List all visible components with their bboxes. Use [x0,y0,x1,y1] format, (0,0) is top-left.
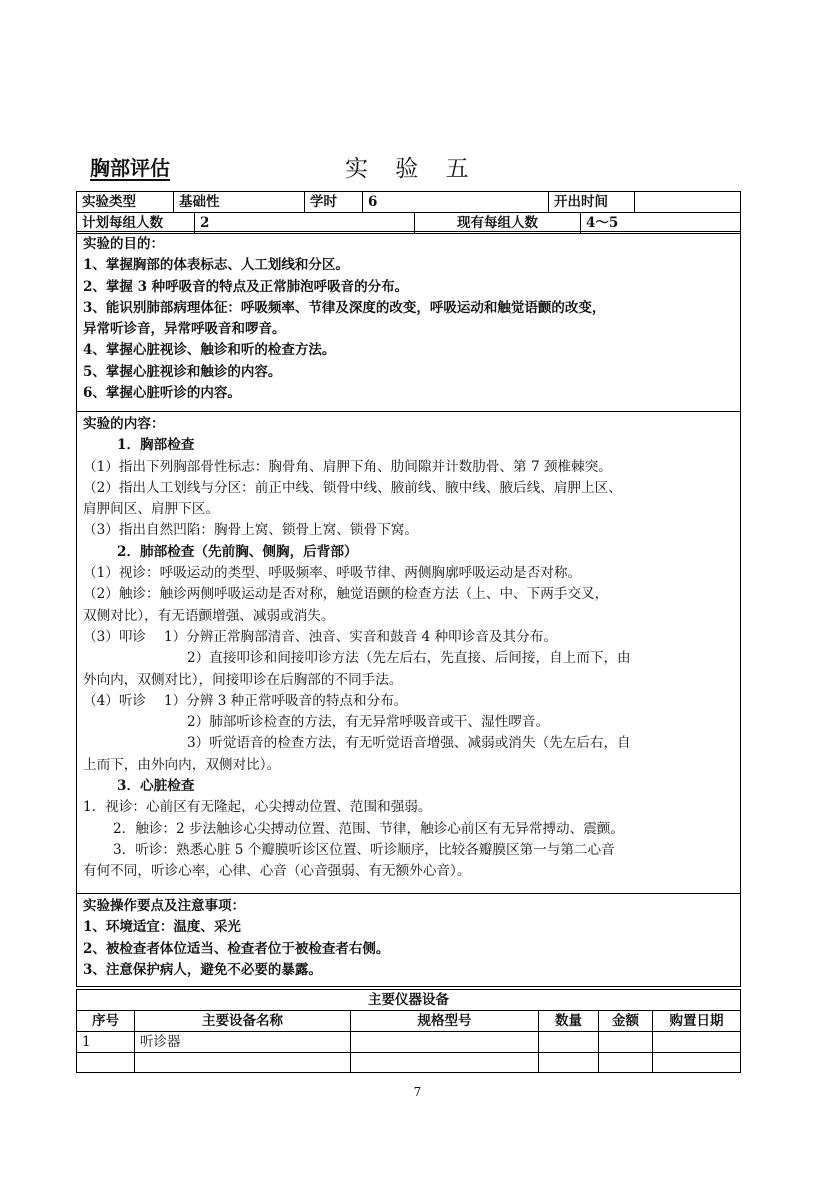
type-label: 实验类型 [77,192,174,213]
table-cell [351,1053,539,1073]
content-line: 外向内，双侧对比），间接叩诊在后胸部的不同手法。 [83,671,403,688]
equipment-title: 主要仪器设备 [77,990,741,1011]
col-header: 数量 [539,1011,599,1032]
table-cell [135,1053,351,1073]
col-header: 序号 [77,1011,135,1032]
content-line: （3）叩诊 1）分辨正常胸部清音、浊音、实音和鼓音 4 种叩诊音及其分布。 [83,628,557,645]
objective-line: 2、掌握 3 种呼吸音的特点及正常肺泡呼吸音的分布。 [83,278,409,295]
content-line: 3）听觉语音的检查方法，有无听觉语音增强、减弱或消失（先左后右，自 [187,735,631,752]
type-value: 基础性 [174,192,305,213]
content-line: （4）听诊 1）分辨 3 种正常呼吸音的特点和分布。 [83,692,408,709]
objective-line: 异常听诊音，异常呼吸音和啰音。 [83,321,286,338]
table-row [77,1053,741,1073]
content-line: （2）触诊：触诊两侧呼吸运动是否对称，触觉语颤的检查方法（上、中、下两手交叉， [83,586,609,603]
table-cell [599,1032,653,1053]
objective-line: 4、掌握心脏视诊、触诊和听的检查方法。 [83,342,336,359]
open-time-label: 开出时间 [549,192,635,213]
table-cell [653,1032,741,1053]
col-header: 主要设备名称 [135,1011,351,1032]
content-line: 3．听诊：熟悉心脏 5 个瓣膜听诊区位置、听诊顺序，比较各瓣膜区第一与第二心音 [113,841,615,858]
meta-row-1 [77,192,741,213]
content-line: 肩胛间区、肩胛下区。 [83,501,219,518]
meta-table [76,191,741,234]
page-number: 7 [413,1085,422,1099]
note-line: 1、环境适宜：温度、采光 [83,919,241,936]
content-heading: 实验的内容： [83,416,165,432]
table-cell [599,1053,653,1073]
objective-line: 3、能识别肺部病理体征：呼吸频率、节律及深度的改变，呼吸运动和触觉语颤的改变， [83,299,606,316]
objective-line: 6、掌握心脏听诊的内容。 [83,385,241,402]
content-line: （3）指出自然凹陷：胸骨上窝、锁骨上窝、锁骨下窝。 [83,522,418,539]
equipment-header-row [77,1011,741,1032]
main-blocks [76,231,741,987]
content-line: 双侧对比），有无语颤增强、减弱或消失。 [83,607,335,624]
content-section [77,412,741,894]
content-line: （1）视诊：呼吸运动的类型、呼吸频率、呼吸节律、两侧胸廓呼吸运动是否对称。 [83,565,582,582]
notes-heading: 实验操作要点及注意事项： [83,898,245,914]
doc-title: 胸部评估 [90,156,170,180]
planned-value: 2 [195,213,415,234]
col-header: 金额 [599,1011,653,1032]
objective-line: 1、掌握胸部的体表标志、人工划线和分区。 [83,257,349,274]
hours-label: 学时 [305,192,363,213]
table-cell: 听诊器 [135,1032,351,1053]
content-line: 2）直接叩诊和间接叩诊方法（先左后右，先直接、后间接，自上而下，由 [187,650,631,667]
table-cell: 1 [77,1032,135,1053]
planned-label: 计划每组人数 [77,213,195,234]
col-header: 规格型号 [351,1011,539,1032]
table-cell [351,1032,539,1053]
content-line: 有何不同，听诊心率，心律、心音（心音强弱、有无额外心音）。 [83,863,471,880]
content-line: 2）肺部听诊检查的方法，有无异常呼吸音或干、湿性啰音。 [187,714,550,731]
content-line: 1．视诊：心前区有无隆起，心尖搏动位置、范围和强弱。 [83,799,432,816]
content-line: 2．触诊：2 步法触诊心尖搏动位置、范围、节律，触诊心前区有无异常搏动、震颤。 [113,820,624,837]
equipment-title-row [77,990,741,1011]
experiment-title: 实 验 五 [345,156,479,182]
notes-section [77,894,741,987]
hours-value: 6 [363,192,549,213]
content-subheading: 1．胸部检查 [117,437,195,454]
content-subheading: 3．心脏检查 [117,778,195,795]
content-line: 上而下，由外向内，双侧对比）。 [83,756,281,773]
content-line: （2）指出人工划线与分区：前正中线、锁骨中线、腋前线、腋中线、腋后线、肩胛上区、 [83,479,622,496]
table-cell [653,1053,741,1073]
current-label: 现有每组人数 [415,213,581,234]
open-time-value [635,192,741,213]
table-cell [539,1053,599,1073]
table-cell [77,1053,135,1073]
objectives-heading: 实验的目的： [83,236,164,252]
table-cell [539,1032,599,1053]
equipment-table [76,989,741,1073]
content-line: （1）指出下列胸部骨性标志：胸骨角、肩胛下角、肋间隙并计数肋骨、第 7 颈椎棘突。 [83,458,612,475]
note-line: 3、注意保护病人，避免不必要的暴露。 [83,961,322,978]
table-row [77,1032,741,1053]
note-line: 2、被检查者体位适当、检查者位于被检查者右侧。 [83,940,390,957]
page-header [90,150,750,184]
col-header: 购置日期 [653,1011,741,1032]
current-value: 4～5 [581,213,741,234]
content-subheading: 2．肺部检查（先前胸、侧胸，后背部） [117,543,358,560]
objectives-section [77,232,741,412]
objective-line: 5、掌握心脏视诊和触诊的内容。 [83,363,282,380]
